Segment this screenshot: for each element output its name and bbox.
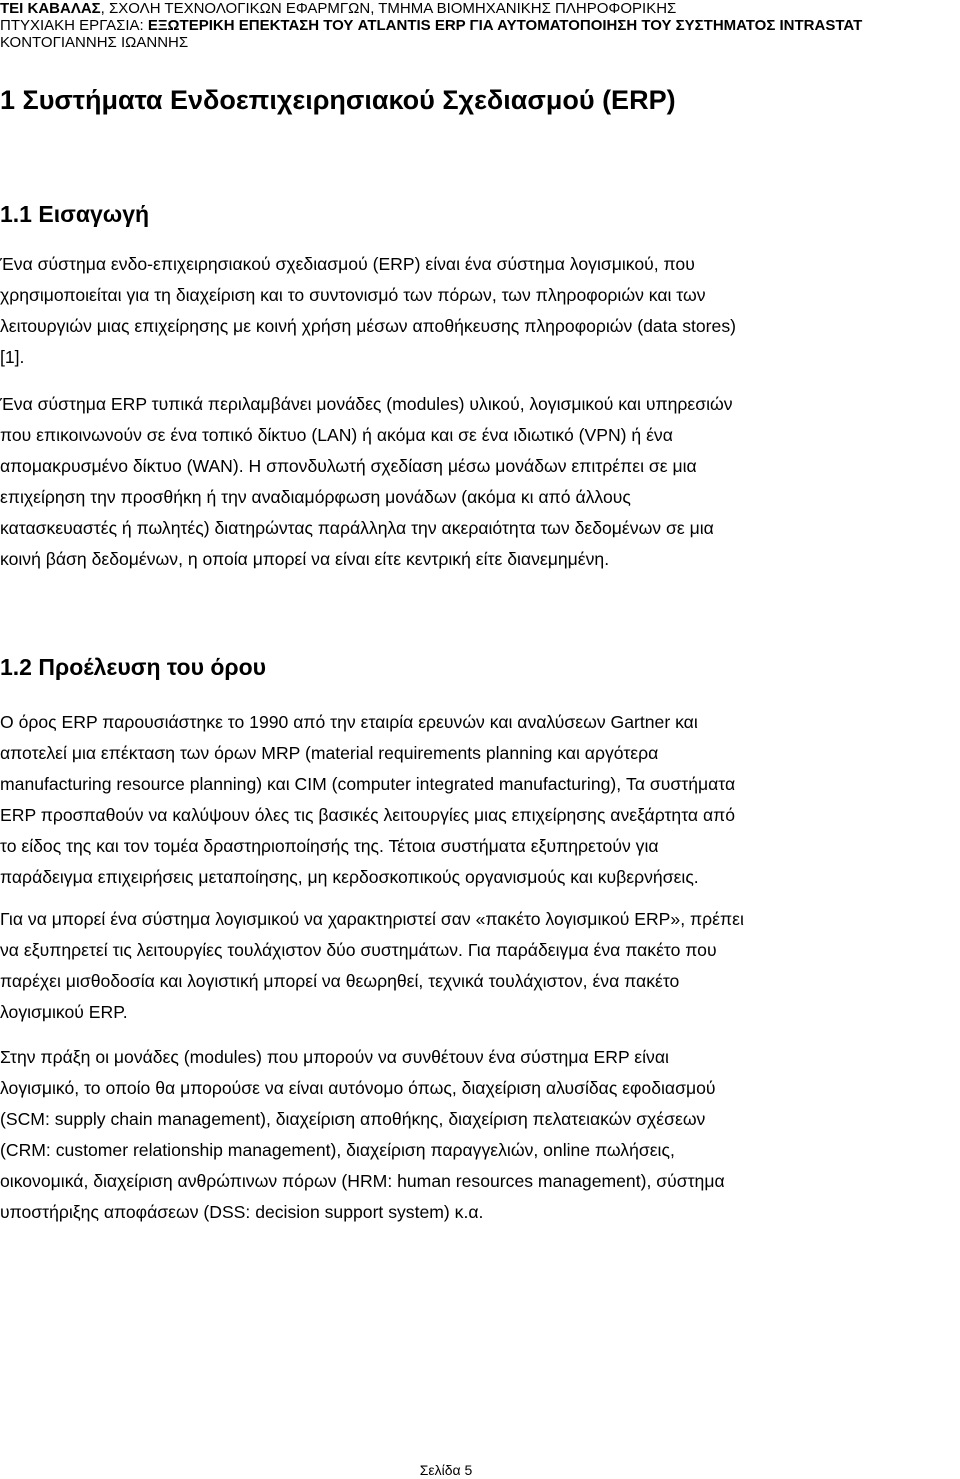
header-institution (0, 0, 960, 17)
text-line: λογισμικό, το οποίο θα μπορούσε να είναι αυτόνομο όπως, διαχείριση αλυσίδας εφοδιασμού (0, 1078, 716, 1098)
text-line: που επικοινωνούν σε ένα τοπικό δίκτυο (LAN) ή ακόμα και σε ένα ιδιωτικό (VPN) ή ένα (0, 425, 673, 445)
text-line: παρέχει μισθοδοσία και λογιστική μπορεί να θεωρηθεί, τεχνικά τουλάχιστον, ένα πακέτο (0, 971, 680, 991)
origin-paragraph-2 (0, 904, 960, 1028)
intro-paragraph-1 (0, 249, 960, 373)
text-line: Ο όρος ERP παρουσιάστηκε το 1990 από την εταιρία ερευνών και αναλύσεων Gartner και (0, 712, 698, 732)
header-author: ΚΟΝΤΟΓΙΑΝΝΗΣ ΙΩΑΝΝΗΣ (0, 34, 189, 51)
page-number: Σελίδα 5 (419, 1462, 473, 1478)
origin-paragraph-1 (0, 707, 960, 893)
header-thesis (0, 17, 960, 34)
text-line: επιχείρηση την προσθήκη ή την αναδιαμόρφωση μονάδων (ακόμα κι από άλλους (0, 487, 631, 507)
header-school-name: ΤΕΙ ΚΑΒΑΛΑΣ (0, 0, 101, 17)
text-line: manufacturing resource planning) και CIM (computer integrated manufacturing), Τα συστήματα (0, 774, 736, 794)
text-line: [1]. (0, 347, 25, 367)
text-line: παράδειγμα επιχειρήσεις μεταποίησης, μη κερδοσκοπικούς οργανισμούς και κυβερνήσεις. (0, 867, 699, 887)
section-origin-title: 1.2 Προέλευση του όρου (0, 654, 267, 680)
text-line: Ένα σύστημα ενδο-επιχειρησιακού σχεδιασμού (ERP) είναι ένα σύστημα λογισμικού, που (0, 254, 695, 274)
section-intro-title: 1.1 Εισαγωγή (0, 201, 150, 227)
text-line: λειτουργιών μιας επιχείρησης με κοινή χρήση μέσων αποθήκευσης πληροφοριών (data stores) (0, 316, 736, 336)
text-line: κοινή βάση δεδομένων, η οποία μπορεί να είναι είτε κεντρική είτε διανεμημένη. (0, 549, 610, 569)
text-line: Για να μπορεί ένα σύστημα λογισμικού να χαρακτηριστεί σαν «πακέτο λογισμικού ERP», πρέπει (0, 909, 744, 929)
text-line: υποστήριξης αποφάσεων (DSS: decision support system) κ.α. (0, 1202, 484, 1222)
text-line: Ένα σύστημα ERP τυπικά περιλαμβάνει μονάδες (modules) υλικού, λογισμικού και υπηρεσιών (0, 394, 733, 414)
text-line: (CRM: customer relationship management), διαχείριση παραγγελιών, online πωλήσεις, (0, 1140, 675, 1160)
text-line: απομακρυσμένο δίκτυο (WAN). Η σπονδυλωτή σχεδίαση μέσω μονάδων επιτρέπει σε μια (0, 456, 697, 476)
text-line: το είδος της και τον τομέα δραστηριοποίησής της. Τέτοια συστήματα εξυπηρετούν για (0, 836, 659, 856)
text-line: κατασκευαστές ή πωλητές) διατηρώντας παράλληλα την ακεραιότητα των δεδομένων σε μια (0, 518, 714, 538)
origin-paragraph-3 (0, 1042, 960, 1228)
page-header (0, 0, 960, 51)
intro-paragraph-2 (0, 389, 960, 575)
text-line: οικονομικά, διαχείριση ανθρώπινων πόρων (HRM: human resources management), σύστημα (0, 1171, 725, 1191)
text-line: ERP προσπαθούν να καλύψουν όλες τις βασικές λειτουργίες μιας επιχείρησης ανεξάρτητα από (0, 805, 736, 825)
text-line: λογισμικού ERP. (0, 1002, 128, 1022)
text-line: χρησιμοποιείται για τη διαχείριση και το συντονισμό των πόρων, των πληροφοριών και των (0, 285, 706, 305)
text-line: να εξυπηρετεί τις λειτουργίες τουλάχιστον δύο συστημάτων. Για παράδειγμα ένα πακέτο που (0, 940, 717, 960)
text-line: (SCM: supply chain management), διαχείριση αποθήκης, διαχείριση πελατειακών σχέσεων (0, 1109, 706, 1129)
header-thesis-title: ΕΞΩΤΕΡΙΚΗ ΕΠΕΚΤΑΣΗ ΤΟΥ ATLANTIS ERP ΓΙΑ ΑΥΤΟΜΑΤΟΠΟΙΗΣΗ ΤΟΥ ΣΥΣΤΗΜΑΤΟΣ INTRASTAT (147, 17, 863, 34)
header-department: , ΣΧΟΛΗ ΤΕΧΝΟΛΟΓΙΚΩΝ ΕΦΑΡΜΓΩΝ, ΤΜΗΜΑ ΒΙΟΜΗΧΑΝΙΚΗΣ ΠΛΗΡΟΦΟΡΙΚΗΣ (100, 0, 677, 17)
chapter-title: 1 Συστήματα Ενδοεπιχειρησιακού Σχεδιασμού (ERP) (0, 85, 676, 115)
text-line: αποτελεί μια επέκταση των όρων MRP (material requirements planning και αργότερα (0, 743, 659, 763)
header-thesis-prefix: ΠΤΥΧΙΑΚΗ ΕΡΓΑΣΙΑ: (0, 17, 148, 34)
text-line: Στην πράξη οι μονάδες (modules) που μπορούν να συνθέτουν ένα σύστημα ERP είναι (0, 1047, 669, 1067)
